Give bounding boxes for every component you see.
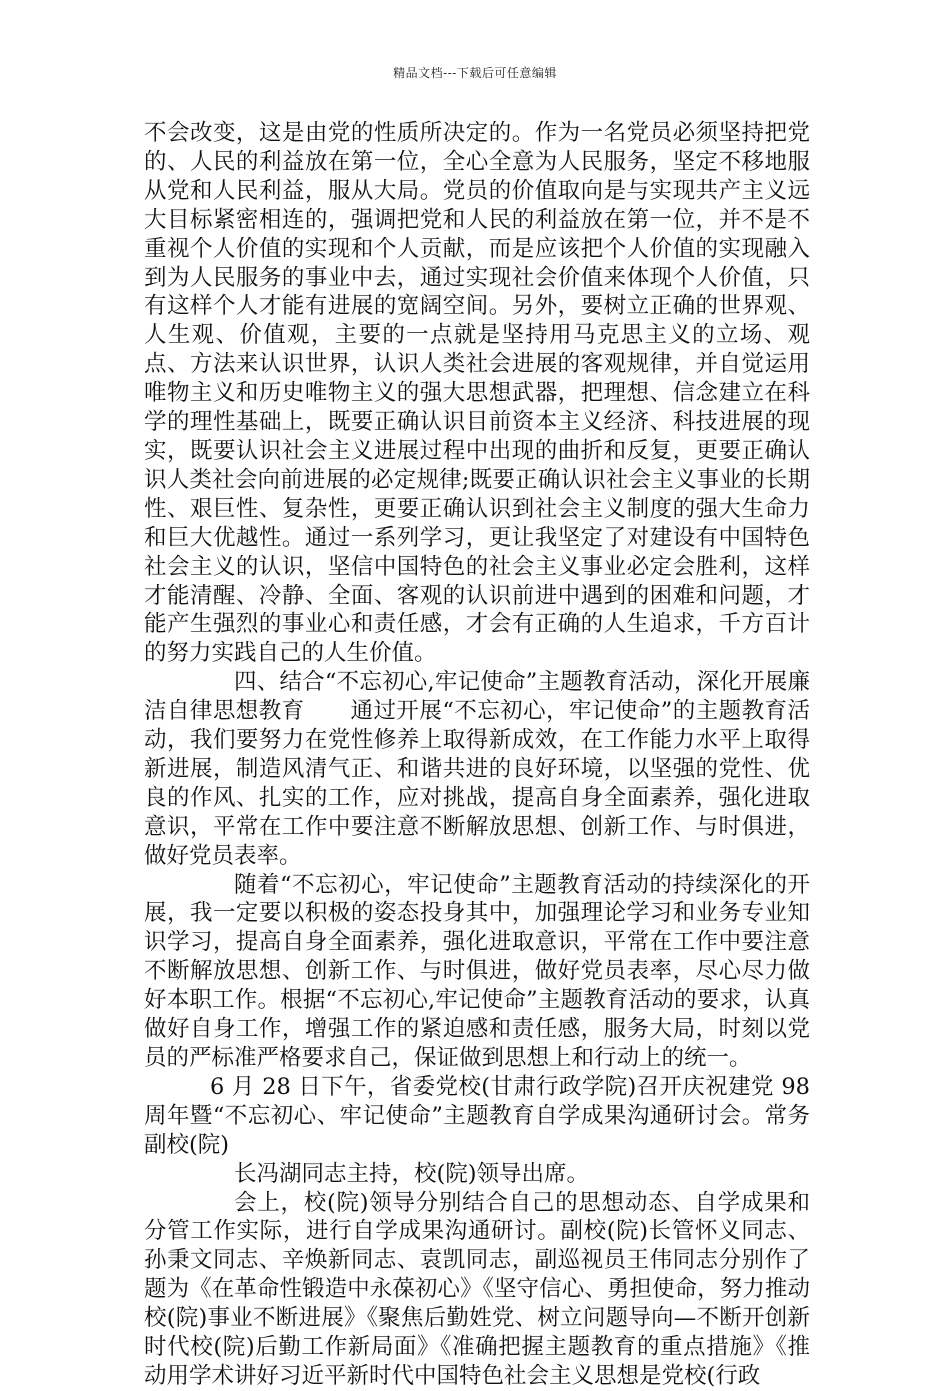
paragraph-2: 四、结合“不忘初心,牢记使命”主题教育活动，深化开展廉洁自律思想教育 通过开展“不忘初心，牢记使命”的主题教育活动，我们要努力在党性修养上取得新成效，在工作能力水平上取得新进展，制造风清气正、和谐共进的良好环境，以坚强的党性、优良的作风、扎实的工作，应对挑战，提高自身全面素养，强化进取意识，平常在工作中要注意不断解放思想、创新工作、与时俱进，做好党员表率。 [144, 669, 810, 869]
paragraph-5: 长冯湖同志主持，校(院)领导出席。 [234, 1160, 590, 1187]
page-header: 精品文档---下载后可任意编辑 [393, 66, 557, 80]
paragraph-1: 不会改变，这是由党的性质所决定的。作为一名党员必须坚持把党的、人民的利益放在第一位，全心全意为人民服务，坚定不移地服从党和人民利益，服从大局。党员的价值取向是与实现共产主义远大目标紧密相连的，强调把党和人民的利益放在第一位，并不是不重视个人价值的实现和个人贡献，而是应该把个人价值的实现融入到为人民服务的事业中去，通过实现社会价值来体现个人价值，只有这样个人才能有进展的宽阔空间。另外，要树立正确的世界观、人生观、价值观，主要的一点就是坚持用马克思主义的立场、观点、方法来认识世界，认识人类社会进展的客观规律，并自觉运用唯物主义和历史唯物主义的强大思想武器，把理想、信念建立在科学的理性基础上，既要正确认识目前资本主义经济、科技进展的现实，既要认识社会主义进展过程中出现的曲折和反复，更要正确认识人类社会向前进展的必定规律;既要正确认识社会主义事业的长期性、艰巨性、复杂性，更要正确认识到社会主义制度的强大生命力和巨大优越性。通过一系列学习，更让我坚定了对建设有中国特色社会主义的认识，坚信中国特色的社会主义事业必定会胜利，这样才能清醒、冷静、全面、客观的认识前进中遇到的困难和问题，才能产生强烈的事业心和责任感，才会有正确的人生追求，千方百计的努力实践自己的人生价值。 [144, 120, 810, 667]
paragraph-4: 6 月 28 日下午，省委党校(甘肃行政学院)召开庆祝建党 98 周年暨“不忘初心、牢记使命”主题教育自学成果沟通研讨会。常务副校(院) [144, 1073, 810, 1158]
paragraph-6: 会上，校(院)领导分别结合自己的思想动态、自学成果和分管工作实际，进行自学成果沟通研讨。副校(院)长管怀义同志、孙秉文同志、辛焕新同志、袁凯同志，副巡视员王伟同志分别作了题为《在革命性锻造中永葆初心》《坚守信心、勇担使命，努力推动校(院)事业不断进展》《聚焦后勤姓党、树立问题导向—不断开创新时代校(院)后勤工作新局面》《准确把握主题教育的重点措施》《推动用学术讲好习近平新时代中国特色社会主义思想是党校(行政 [144, 1189, 810, 1389]
paragraph-3: 随着“不忘初心，牢记使命”主题教育活动的持续深化的开展，我一定要以积极的姿态投身其中，加强理论学习和业务专业知识学习，提高自身全面素养，强化进取意识，平常在工作中要注意不断解放思想、创新工作、与时俱进，做好党员表率，尽心尽力做好本职工作。根据“不忘初心,牢记使命”主题教育活动的要求，认真做好自身工作，增强工作的紧迫感和责任感，服务大局，时刻以党员的严标准严格要求自己，保证做到思想上和行动上的统一。 [144, 871, 810, 1071]
document-body [144, 119, 810, 1391]
